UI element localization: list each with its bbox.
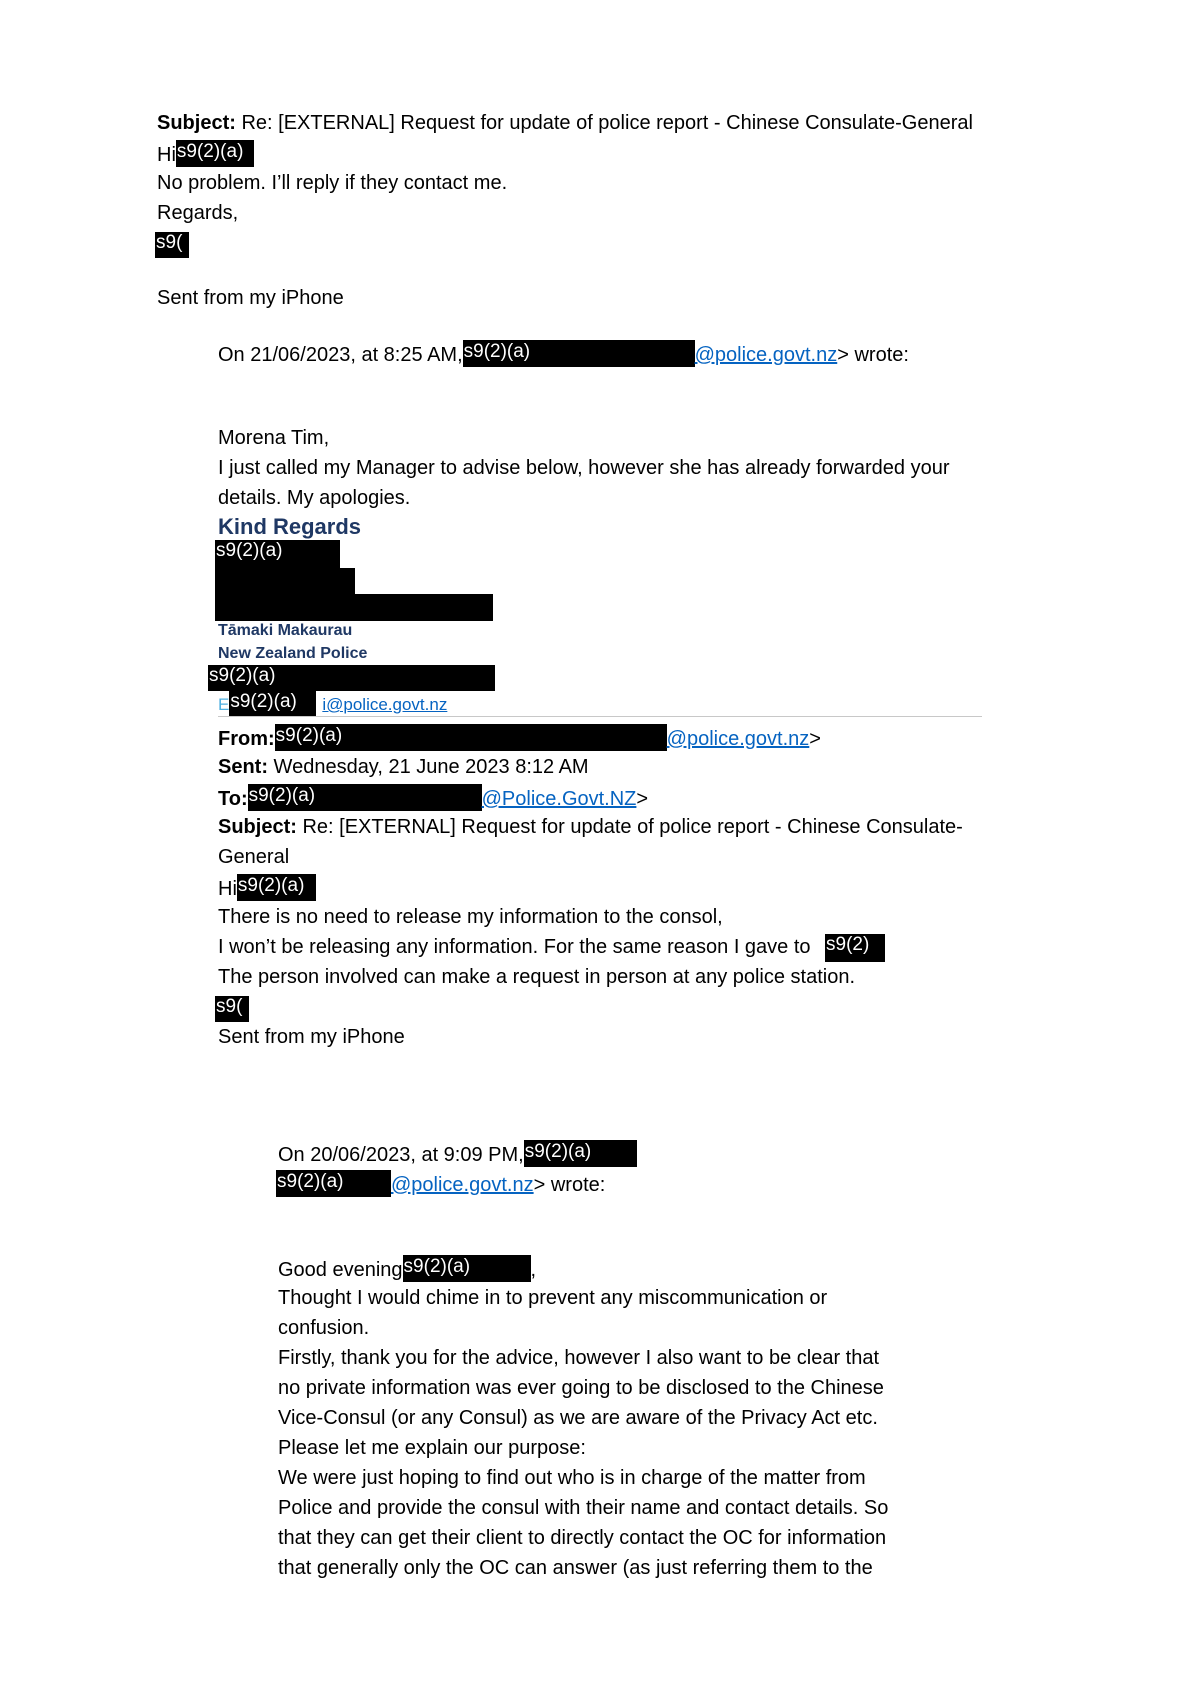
subject-label: Subject:	[157, 112, 236, 134]
redaction-box: s9(2)(a)	[403, 1255, 531, 1282]
body-line1: There is no need to release my information to the consol,	[218, 906, 723, 928]
redaction-box: s9(2)(a)	[208, 665, 495, 691]
redaction-box	[215, 594, 493, 621]
from-label: From:	[218, 728, 275, 750]
kind-regards: Kind Regards	[218, 514, 362, 539]
para-line: Thought I would chime in to prevent any miscommunication or	[278, 1287, 828, 1309]
sig-email-link[interactable]: i@police.govt.nz	[322, 695, 448, 714]
redaction-box: s9(2)(a)	[275, 724, 667, 751]
email1-subject-line	[157, 110, 973, 136]
redaction-box: s9(2)(a)	[215, 540, 340, 570]
para-line: confusion.	[278, 1317, 370, 1339]
quote1-on-line	[218, 340, 909, 368]
sent-value: Wednesday, 21 June 2023 8:12 AM	[268, 756, 589, 778]
to-link[interactable]: @Police.Govt.NZ	[481, 788, 637, 810]
greeting-text: Hi	[157, 144, 176, 166]
redaction-box: s9(2)(a)	[237, 874, 316, 901]
sig-region: Tāmaki Makaurau	[218, 622, 353, 639]
body-text: I won’t be releasing any information. For the same reason I gave to	[218, 936, 811, 958]
body-line2	[218, 934, 811, 960]
email1-greeting	[157, 140, 254, 168]
quote1-body-line1: I just called my Manager to advise below, however she has already forwarded your	[218, 457, 950, 479]
body-line3: The person involved can make a request in person at any police station.	[218, 966, 856, 988]
para-line: Please let me explain our purpose:	[278, 1437, 586, 1459]
quote2-greeting	[278, 1255, 536, 1283]
sig-email-line	[218, 690, 447, 717]
subject-label: Subject:	[218, 816, 297, 838]
greeting2	[218, 874, 316, 902]
email-label: E	[218, 695, 230, 714]
subject-value: Re: [EXTERNAL] Request for update of police report - Chinese Consulate-General	[235, 112, 973, 134]
subject-line2: General	[218, 846, 290, 868]
redaction-box: s9(2)(a)	[524, 1140, 637, 1167]
on-prefix: On 21/06/2023, at 8:25 AM,	[218, 344, 463, 366]
from-link[interactable]: @police.govt.nz	[666, 728, 810, 750]
wrote-text: > wrote:	[533, 1174, 606, 1196]
redaction-box: s9(2)(a)	[176, 140, 254, 167]
email1-sent-from: Sent from my iPhone	[157, 287, 344, 309]
on-prefix: On 20/06/2023, at 9:09 PM,	[278, 1144, 524, 1166]
redaction-box: s9(2)(a)	[229, 690, 316, 716]
quote1-salutation: Morena Tim,	[218, 427, 330, 449]
quote2-on-line	[278, 1140, 637, 1168]
greeting-text: Hi	[218, 878, 237, 900]
redaction-box: s9(2)(a)	[463, 340, 695, 367]
subject-line	[218, 814, 963, 840]
redaction-box: s9(	[215, 996, 249, 1022]
redaction-box	[215, 568, 355, 596]
greeting-end: ,	[530, 1259, 537, 1281]
redaction-box: s9(	[155, 232, 189, 258]
from-end: >	[809, 728, 821, 750]
redaction-box: s9(2)(a)	[248, 784, 482, 811]
greeting-text: Good evening	[278, 1259, 403, 1281]
separator	[218, 716, 982, 717]
sent-label: Sent:	[218, 756, 268, 778]
sig-org: New Zealand Police	[218, 645, 368, 662]
email1-body: No problem. I’ll reply if they contact me.	[157, 172, 508, 194]
sent-from-2: Sent from my iPhone	[218, 1026, 405, 1048]
sent-line	[218, 754, 589, 780]
para-line: that they can get their client to directly contact the OC for information	[278, 1527, 887, 1549]
to-label: To:	[218, 788, 248, 810]
redaction-box: s9(2)	[825, 934, 885, 962]
para-line: Firstly, thank you for the advice, however I also want to be clear that	[278, 1347, 880, 1369]
redaction-box: s9(2)(a)	[276, 1170, 391, 1197]
to-line	[218, 784, 648, 812]
email1-regards: Regards,	[157, 202, 239, 224]
wrote-text: > wrote:	[837, 344, 909, 366]
para-line: no private information was ever going to be disclosed to the Chinese	[278, 1377, 884, 1399]
from-line	[218, 724, 821, 752]
subject-value: Re: [EXTERNAL] Request for update of police report - Chinese Consulate-	[296, 816, 963, 838]
email-link[interactable]: @police.govt.nz	[694, 344, 838, 366]
to-end: >	[636, 788, 649, 810]
quote2-from-line	[276, 1170, 605, 1198]
quote1-body-line2: details. My apologies.	[218, 487, 411, 509]
para-line: Police and provide the consul with their name and contact details. So	[278, 1497, 889, 1519]
para-line: We were just hoping to find out who is in charge of the matter from	[278, 1467, 866, 1489]
para-line: Vice-Consul (or any Consul) as we are aware of the Privacy Act etc.	[278, 1407, 878, 1429]
email-link[interactable]: @police.govt.nz	[391, 1174, 534, 1196]
para-line: that generally only the OC can answer (as just referring them to the	[278, 1557, 873, 1579]
